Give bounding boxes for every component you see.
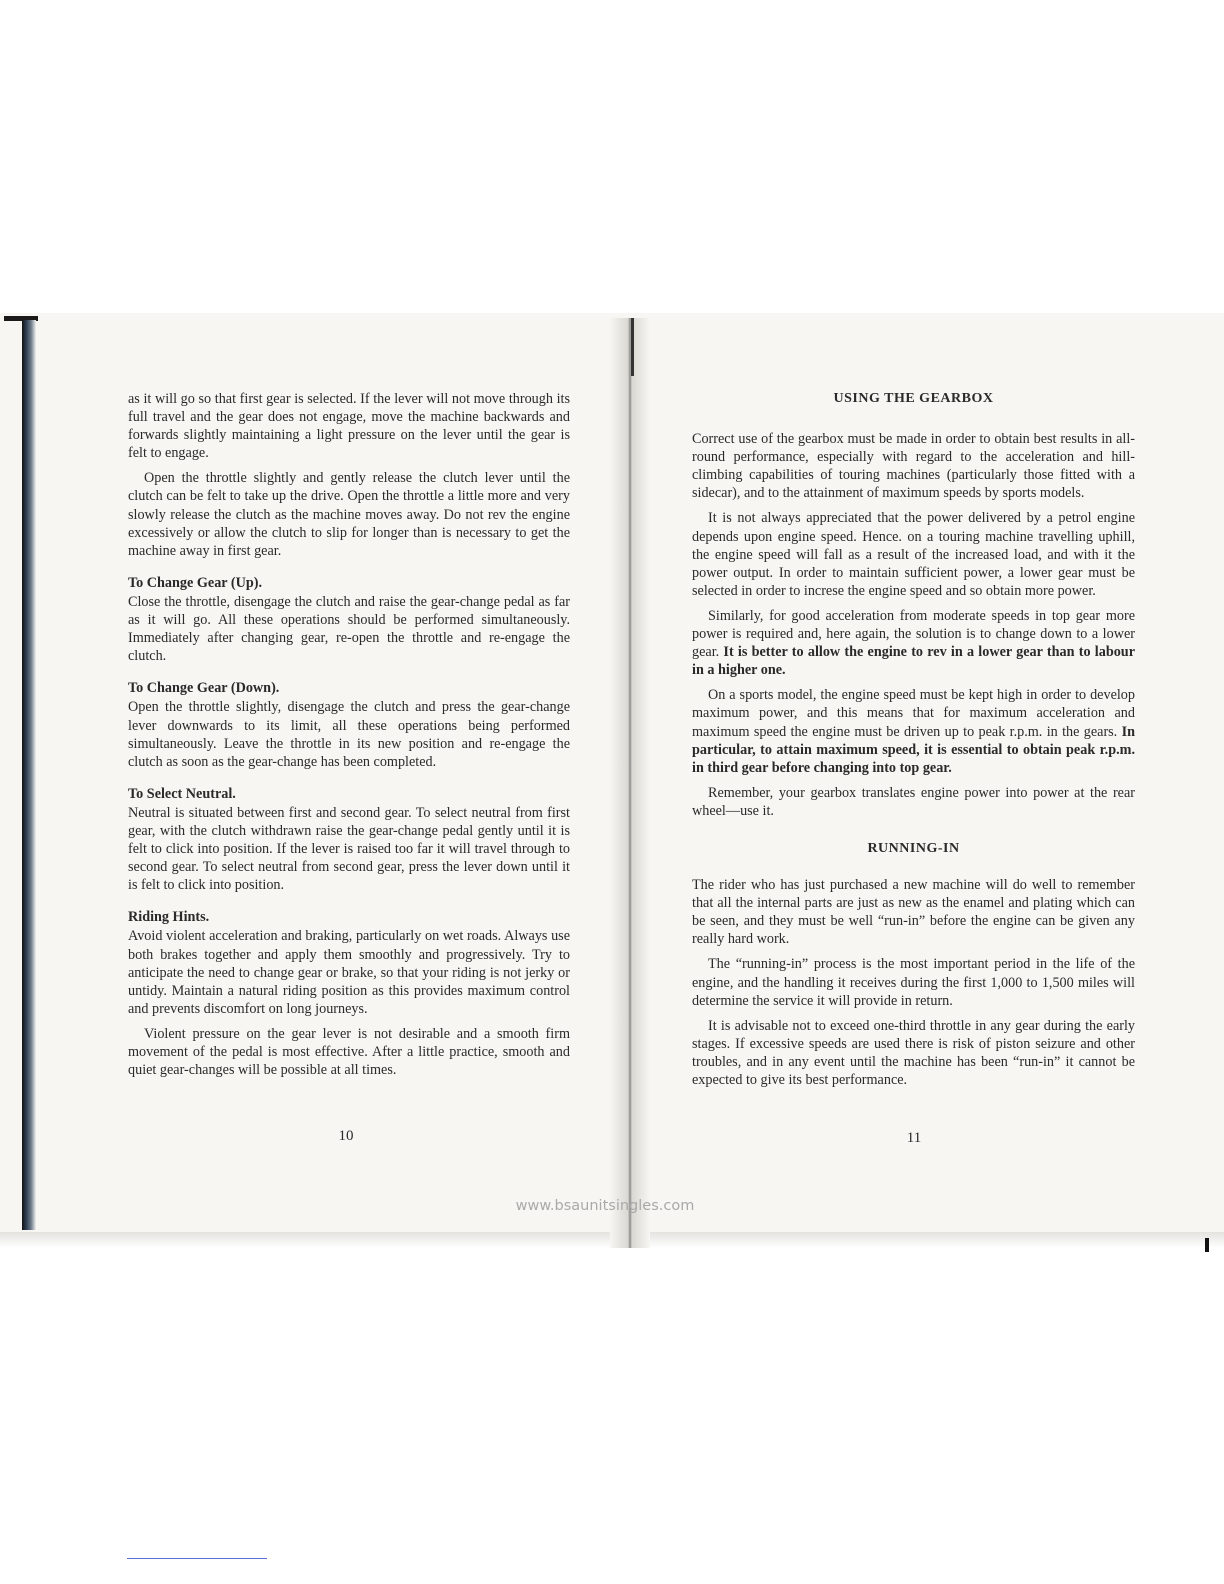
page-number-left: 10 — [338, 1128, 354, 1144]
scan-edge-tick — [1205, 1238, 1209, 1252]
paragraph: Open the throttle slightly, disengage the clutch and press the gear-change lever downwards to its limit, all these operations being performed simultaneously. Leave the throttle in its new position and re-engage the clutch as soon as the gear-change has been completed. — [128, 699, 570, 770]
heading-running-in: RUNNING-IN — [867, 840, 960, 856]
paragraph: Remember, your gearbox translates engine power into power at the rear wheel—use it. — [692, 784, 1135, 819]
gutter-line — [631, 318, 634, 376]
site-watermark: www.bsaunitsingles.com — [515, 1198, 695, 1214]
paragraph: Violent pressure on the gear lever is not desirable and a smooth firm movement of the pedal is most effective. After a little practice, smooth and quiet gear-changes will be possible at all times. — [128, 1025, 570, 1079]
paragraph: The rider who has just purchased a new machine will do well to remember that all the internal parts are just as new as the enamel and plating which can be seen, and they must be well “run-in” before the engine can be given any really hard work. — [692, 877, 1135, 948]
subheading-change-up: To Change Gear (Up). — [128, 574, 263, 591]
paragraph: as it will go so that first gear is selected. If the lever will not move through its full travel and the gear does not engage, move the machine backwards and forwards slightly maintaining a light pressure on the lever until the gear is felt to engage. — [128, 391, 570, 462]
paragraph: Avoid violent acceleration and braking, particularly on wet roads. Always use both brakes together and apply them smoothly and progressively. Try to anticipate the need to change gear or brake, so that your riding is not jerky or untidy. Maintain a natural riding position as this provides maximum control and prevents discomfort on long journeys. — [128, 928, 570, 1017]
subheading-change-down: To Change Gear (Down). — [128, 680, 280, 697]
page-edge-left — [22, 320, 36, 1230]
link-underline-mark — [127, 1558, 267, 1559]
subheading-neutral: To Select Neutral. — [128, 785, 236, 802]
emphasis-text: It is better to allow the engine to rev in a lower gear than to labour in a higher one. — [692, 644, 1135, 679]
paragraph: Correct use of the gearbox must be made in order to obtain best results in all-round performance, especially with regard to the acceleration and hill-climbing capabilities of touring machines (particularly those fitted with a sidecar), and to the attainment of maximum speeds by sports models. — [692, 431, 1135, 502]
page-number-right: 11 — [906, 1130, 922, 1146]
paragraph: Neutral is situated between first and second gear. To select neutral from first gear, with the clutch withdrawn raise the gear-change pedal gently until it is felt to click into position. If the lever is raised too far it will travel through to second gear. To select neutral from second gear, press the lever down until it is felt to click into position. — [128, 804, 570, 894]
heading-using-gearbox: USING THE GEARBOX — [833, 391, 994, 406]
emphasis-text: In particular, to attain maximum speed, it is essential to obtain peak r.p.m. in third gear before changing into top gear. — [692, 723, 1135, 776]
paragraph: The “running-in” process is the most important period in the life of the engine, and the handling it receives during the first 1,000 to 1,500 miles will determine the service it will provide in return. — [692, 956, 1135, 1009]
subheading-riding-hints: Riding Hints. — [128, 909, 210, 926]
paragraph — [692, 607, 1135, 679]
text-run: On a sports model, the engine speed must be kept high in order to develop maximum power, and this means that for maximum acceleration and maximum speed the engine must be driven up to peak r.p.m. in the gears. — [692, 687, 1135, 740]
paragraph — [692, 686, 1135, 776]
paragraph: It is advisable not to exceed one-third throttle in any gear during the early stages. If excessive speeds are used there is risk of piston seizure and other troubles, and in any event until the machine has been “run-in” it cannot be expected to give its best performance. — [692, 1017, 1135, 1088]
paragraph: It is not always appreciated that the power delivered by a petrol engine depends upon engine speed. Hence. on a touring machine travelling uphill, the engine speed will fall as a result of the increased load, and with it the power output. In order to maintain sufficient power, a lower gear must be selected in order to increse the engine speed and so obtain more power. — [692, 510, 1135, 599]
left-page — [128, 390, 570, 1086]
text-run: Similarly, for good acceleration from moderate speeds in top gear more power is required and, here again, the solution is to change down to a lower gear. — [692, 607, 1135, 661]
paragraph: Close the throttle, disengage the clutch and raise the gear-change pedal as far as it will go. All these operations should be performed simultaneously. Immediately after changing gear, re-open the throttle and re-engage the clutch. — [128, 593, 570, 665]
book-gutter — [610, 318, 650, 1248]
paragraph: Open the throttle slightly and gently release the clutch lever until the clutch can be felt to take up the drive. Open the throttle a little more and very slowly release the clutch as the machine moves away. Do not rev the engine excessively or allow the clutch to slip for longer than is necessary to get the machine away in first gear. — [128, 470, 570, 559]
right-page — [692, 390, 1135, 1096]
